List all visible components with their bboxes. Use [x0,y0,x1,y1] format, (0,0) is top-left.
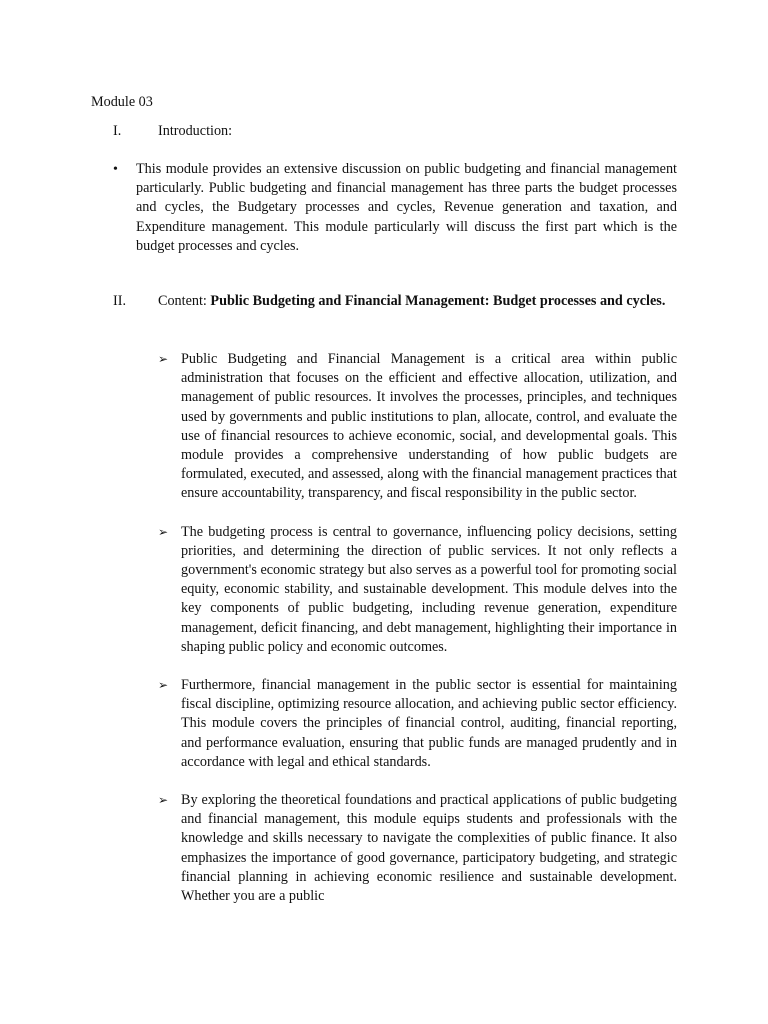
content-list-item [158,350,677,504]
content-list-item [158,676,677,772]
content-paragraph: Furthermore, financial management in the public sector is essential for maintaining fiscal discipline, optimizing resource allocation, and achieving public sector efficiency. This module covers the principles of financial control, auditing, financial reporting, and performance evaluation, ensuring that public funds are managed prudently and in accordance with legal and ethical standards. [181,677,677,770]
section-bold-title: Public Budgeting and Financial Management: Budget processes and cycles. [210,293,666,309]
section-label: Introduction: [158,123,233,139]
arrow-bullet-icon: ➢ [158,793,169,808]
arrow-bullet-icon: ➢ [158,524,169,539]
content-bullet-list [158,350,677,925]
arrow-bullet-icon: ➢ [158,352,169,366]
arrow-bullet-icon: ➢ [158,678,169,693]
section-label: Content: [158,293,211,309]
section-numeral: I. [113,123,122,139]
section-heading-text [158,292,677,311]
content-list-item [158,523,677,657]
section-heading-introduction [113,122,677,141]
content-list-item [158,791,677,906]
content-paragraph: The budgeting process is central to governance, influencing policy decisions, setting priorities, and determining the direction of public services. It not only reflects a government's economic strategy but also serves as a powerful tool for promoting social equity, economic stability, and sustainable development. This module delves into the key components of public budgeting, including revenue generation, expenditure management, deficit financing, and debt management, highlighting their importance in shaping public policy and economic outcomes. [181,523,677,655]
intro-paragraph: This module provides an extensive discussion on public budgeting and financial management particularly. Public budgeting and financial management has three parts the budget processes and cycles, the Budgetary processes and cycles, Revenue generation and taxation, and Expenditure management. This module particularly will discuss the first part which is the budget processes and cycles. [136,161,677,254]
intro-bullet-item [113,160,677,256]
section-heading-content [113,292,677,311]
bullet-dot-icon: • [113,162,118,177]
module-title: Module 03 [91,94,153,110]
content-paragraph: By exploring the theoretical foundations and practical applications of public budgeting and financial management, this module equips students and professionals with the knowledge and skills necessary to navigate the complexities of public finance. It also emphasizes the importance of good governance, participatory budgeting, and strategic financial planning in achieving economic resilience and sustainable development. Whether you are a public [181,792,677,905]
content-paragraph: Public Budgeting and Financial Management is a critical area within public administration that focuses on the efficient and effective allocation, utilization, and management of public resources. It involves the processes, principles, and techniques used by governments and public institutions to plan, allocate, control, and evaluate the use of financial resources to achieve economic, social, and developmental goals. This module provides a comprehensive understanding of how public budgets are formulated, executed, and assessed, along with the financial management practices that ensure accountability, transparency, and fiscal responsibility in the public sector. [181,351,677,502]
section-numeral: II. [113,293,126,309]
section-heading-text [158,122,677,141]
